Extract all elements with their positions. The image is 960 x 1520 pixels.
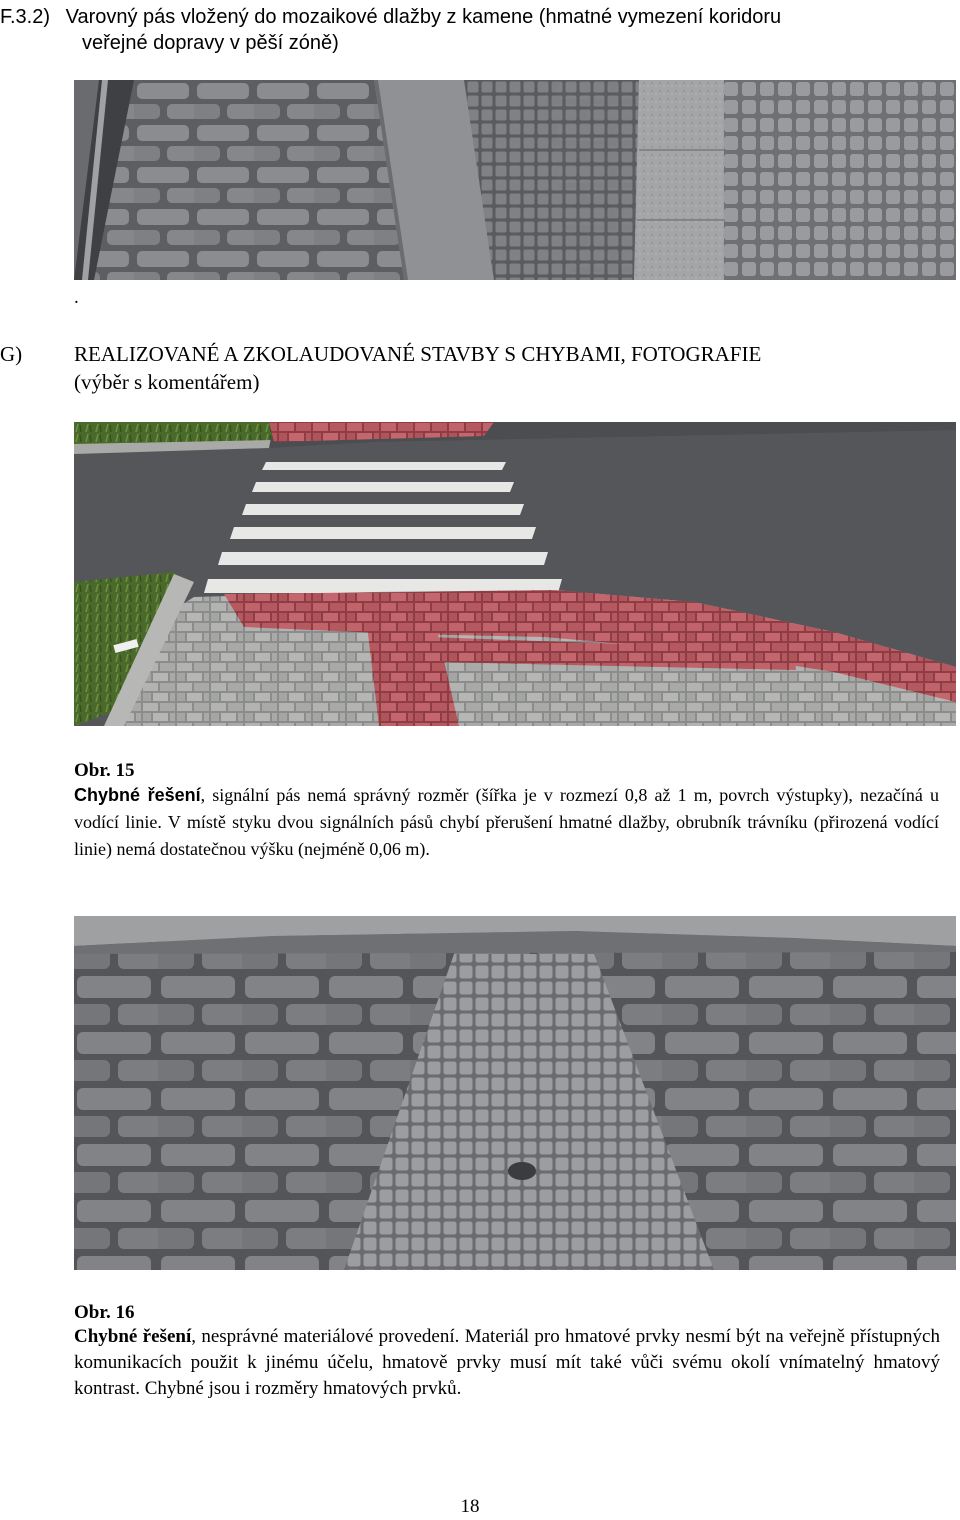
- section-heading: [0, 4, 960, 30]
- figure15-bold: Chybné řešení: [74, 785, 201, 805]
- photo-granite-cobbles: [74, 916, 956, 1270]
- separator-dot: .: [74, 287, 79, 308]
- chapter-letter: G): [0, 342, 23, 366]
- figure15-label: Obr. 15: [74, 760, 135, 781]
- photo-stone-mosaic-strip: [74, 80, 956, 280]
- chapter-subtitle: (výběr s komentářem): [74, 370, 260, 394]
- section-number: F.3.2): [0, 6, 51, 28]
- chapter-title: REALIZOVANÉ A ZKOLAUDOVANÉ STAVBY S CHYBAMI, FOTOGRAFIE: [74, 342, 762, 366]
- figure15-caption: [74, 782, 939, 863]
- figure16-text: , nesprávné materiálové provedení. Materiál pro hmatové prvky nesmí být na veřejně přístupných komunikacích použit k jinému účelu, hmatově prvky musí mít také vůči svému okolí vnímatelný hmatový kontrast. Chybné jsou i rozměry hmatových prvků.: [74, 1326, 940, 1399]
- figure16-caption: [74, 1324, 940, 1402]
- figure15-text: , signální pás nemá správný rozměr (šířka je v rozmezí 0,8 až 1 m, povrch výstupky), nezačíná u vodící linie. V místě styku dvou signálních pásů chybí přerušení hmatné dlažby, obrubník trávníku (přirozená vodící linie) nemá dostatečnou výšku (nejméně 0,06 m).: [74, 785, 939, 859]
- section-title-line2: veřejné dopravy v pěší zóně): [82, 32, 339, 54]
- photo-crosswalk-red-paving: [74, 422, 956, 726]
- page-number: 18: [460, 1496, 480, 1517]
- figure16-label: Obr. 16: [74, 1302, 135, 1323]
- section-title-line1: Varovný pás vložený do mozaikové dlažby z kamene (hmatné vymezení koridoru: [65, 6, 782, 28]
- figure16-bold: Chybné řešení: [74, 1326, 192, 1347]
